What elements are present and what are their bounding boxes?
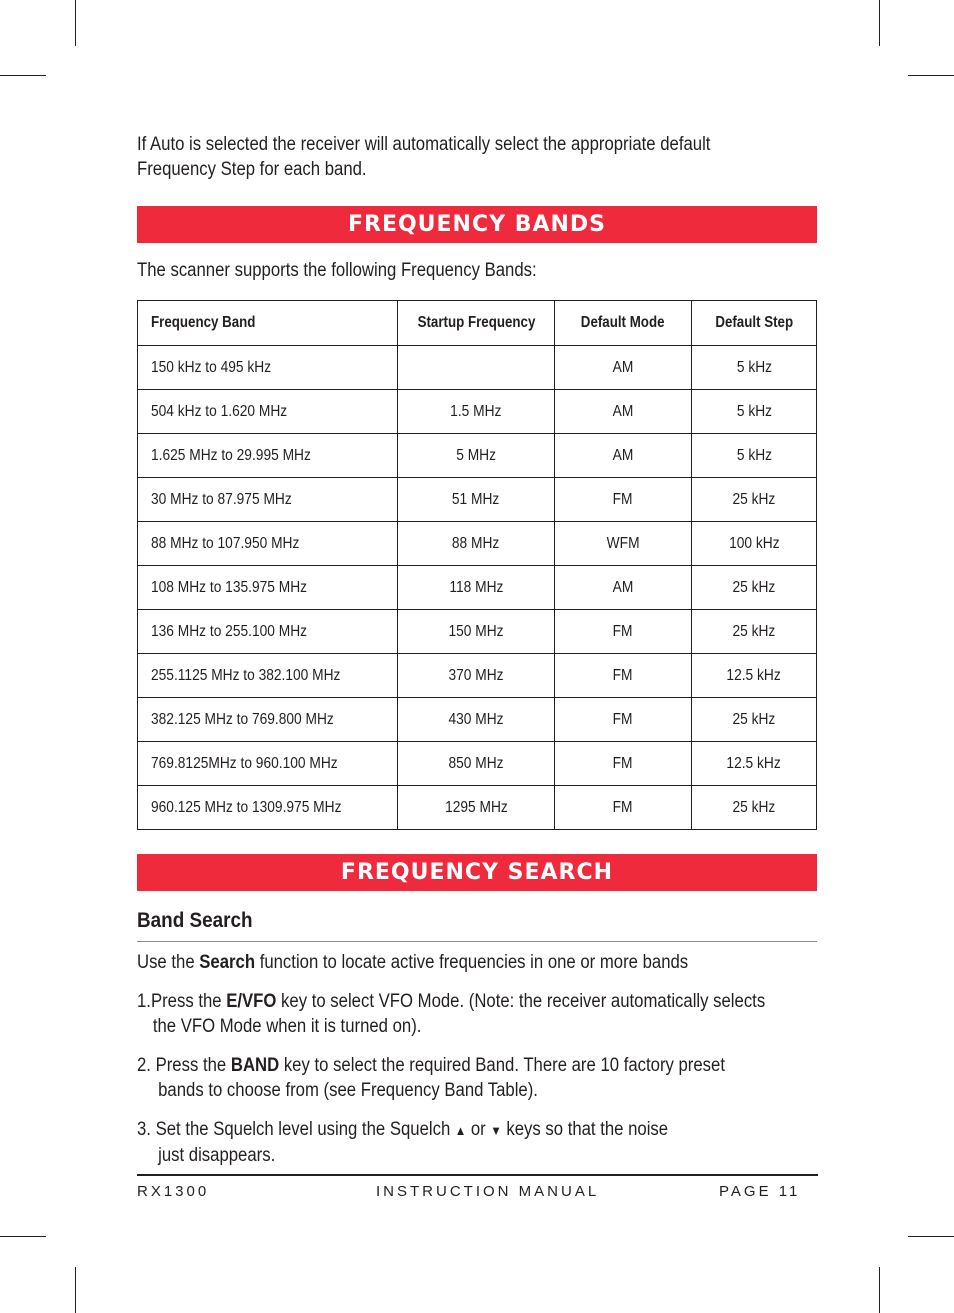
page-content <box>137 132 817 1166</box>
cell-startup-frequency: 1.5 MHz <box>398 390 555 434</box>
cell-default-step: 100 kHz <box>692 522 817 566</box>
crop-mark <box>75 0 76 46</box>
cell-frequency-band: 255.1125 MHz to 382.100 MHz <box>138 654 398 698</box>
step-1: 1.Press the E/VFO key to select VFO Mode. (Note: the receiver automatically selects the VFO Mode when it is turned on). <box>137 991 766 1037</box>
key-evfo: E/VFO <box>226 991 277 1012</box>
cell-frequency-band: 88 MHz to 107.950 MHz <box>138 522 398 566</box>
cell-frequency-band: 108 MHz to 135.975 MHz <box>138 566 398 610</box>
crop-mark <box>908 75 954 76</box>
crop-mark <box>879 0 880 46</box>
bands-lead-text: The scanner supports the following Frequency Bands: <box>137 260 537 281</box>
cell-frequency-band: 150 kHz to 495 kHz <box>138 346 398 390</box>
cell-startup-frequency: 430 MHz <box>398 698 555 742</box>
table-row <box>138 566 817 610</box>
table-row <box>138 610 817 654</box>
cell-default-mode: AM <box>555 566 692 610</box>
frequency-bands-banner <box>137 206 817 243</box>
cell-startup-frequency: 370 MHz <box>398 654 555 698</box>
key-search: Search <box>199 952 256 973</box>
cell-default-mode: FM <box>555 478 692 522</box>
cell-default-mode: FM <box>555 610 692 654</box>
cell-startup-frequency: 88 MHz <box>398 522 555 566</box>
footer-title: INSTRUCTION MANUAL <box>376 1183 600 1200</box>
cell-default-step: 25 kHz <box>692 610 817 654</box>
cell-startup-frequency <box>398 346 555 390</box>
cell-frequency-band: 960.125 MHz to 1309.975 MHz <box>138 786 398 830</box>
crop-mark <box>75 1267 76 1313</box>
cell-startup-frequency: 118 MHz <box>398 566 555 610</box>
cell-startup-frequency: 150 MHz <box>398 610 555 654</box>
cell-default-mode: WFM <box>555 522 692 566</box>
cell-startup-frequency: 850 MHz <box>398 742 555 786</box>
intro-line: If Auto is selected the receiver will automatically select the appropriate default <box>137 134 711 155</box>
table-row <box>138 478 817 522</box>
section-title: FREQUENCY SEARCH <box>340 860 614 885</box>
intro-paragraph <box>137 132 815 182</box>
footer-page-number: PAGE 11 <box>719 1183 801 1200</box>
cell-frequency-band: 382.125 MHz to 769.800 MHz <box>138 698 398 742</box>
table-row <box>138 434 817 478</box>
table-row <box>138 742 817 786</box>
cell-default-step: 5 kHz <box>692 346 817 390</box>
table-row <box>138 654 817 698</box>
cell-default-mode: AM <box>555 346 692 390</box>
cell-frequency-band: 136 MHz to 255.100 MHz <box>138 610 398 654</box>
cell-startup-frequency: 1295 MHz <box>398 786 555 830</box>
table-row <box>138 346 817 390</box>
intro-line: Frequency Step for each band. <box>137 159 367 180</box>
cell-frequency-band: 30 MHz to 87.975 MHz <box>138 478 398 522</box>
cell-frequency-band: 1.625 MHz to 29.995 MHz <box>138 434 398 478</box>
cell-default-step: 5 kHz <box>692 390 817 434</box>
section-title: FREQUENCY BANDS <box>347 212 607 237</box>
up-arrow-icon: ▲ <box>454 1123 467 1138</box>
cell-default-mode: FM <box>555 742 692 786</box>
table-row <box>138 786 817 830</box>
key-band: BAND <box>230 1055 280 1076</box>
table-row <box>138 390 817 434</box>
cell-default-step: 5 kHz <box>692 434 817 478</box>
band-search-heading: Band Search <box>137 909 817 942</box>
down-arrow-icon: ▼ <box>490 1123 502 1138</box>
header-default-mode: Default Mode <box>555 301 692 346</box>
crop-mark <box>908 1236 954 1237</box>
crop-mark <box>879 1267 880 1313</box>
cell-default-mode: AM <box>555 434 692 478</box>
cell-default-step: 25 kHz <box>692 786 817 830</box>
step-3: 3. Set the Squelch level using the Squelch ▲ or ▼ keys so that the noise just disappears. <box>137 1119 669 1166</box>
cell-default-mode: FM <box>555 654 692 698</box>
step-2: 2. Press the BAND key to select the required Band. There are 10 factory preset bands to choose from (see Frequency Band Table). <box>137 1055 725 1101</box>
cell-startup-frequency: 5 MHz <box>398 434 555 478</box>
cell-default-step: 25 kHz <box>692 698 817 742</box>
table-row <box>138 522 817 566</box>
header-frequency-band: Frequency Band <box>138 301 398 346</box>
cell-frequency-band: 769.8125MHz to 960.100 MHz <box>138 742 398 786</box>
cell-default-mode: AM <box>555 390 692 434</box>
cell-frequency-band: 504 kHz to 1.620 MHz <box>138 390 398 434</box>
crop-mark <box>0 75 46 76</box>
cell-default-step: 25 kHz <box>692 478 817 522</box>
cell-default-step: 25 kHz <box>692 566 817 610</box>
frequency-search-banner <box>137 854 817 891</box>
cell-startup-frequency: 51 MHz <box>398 478 555 522</box>
table-header-row <box>138 301 817 346</box>
cell-default-step: 12.5 kHz <box>692 654 817 698</box>
cell-default-mode: FM <box>555 698 692 742</box>
footer-model: RX1300 <box>137 1183 210 1200</box>
cell-default-step: 12.5 kHz <box>692 742 817 786</box>
cell-default-mode: FM <box>555 786 692 830</box>
frequency-bands-table <box>137 300 817 830</box>
band-search-description: Use the Search function to locate active frequencies in one or more bands <box>137 952 689 973</box>
footer-rule <box>137 1174 818 1176</box>
header-default-step: Default Step <box>692 301 817 346</box>
header-startup-frequency: Startup Frequency <box>398 301 555 346</box>
crop-mark <box>0 1236 46 1237</box>
table-row <box>138 698 817 742</box>
